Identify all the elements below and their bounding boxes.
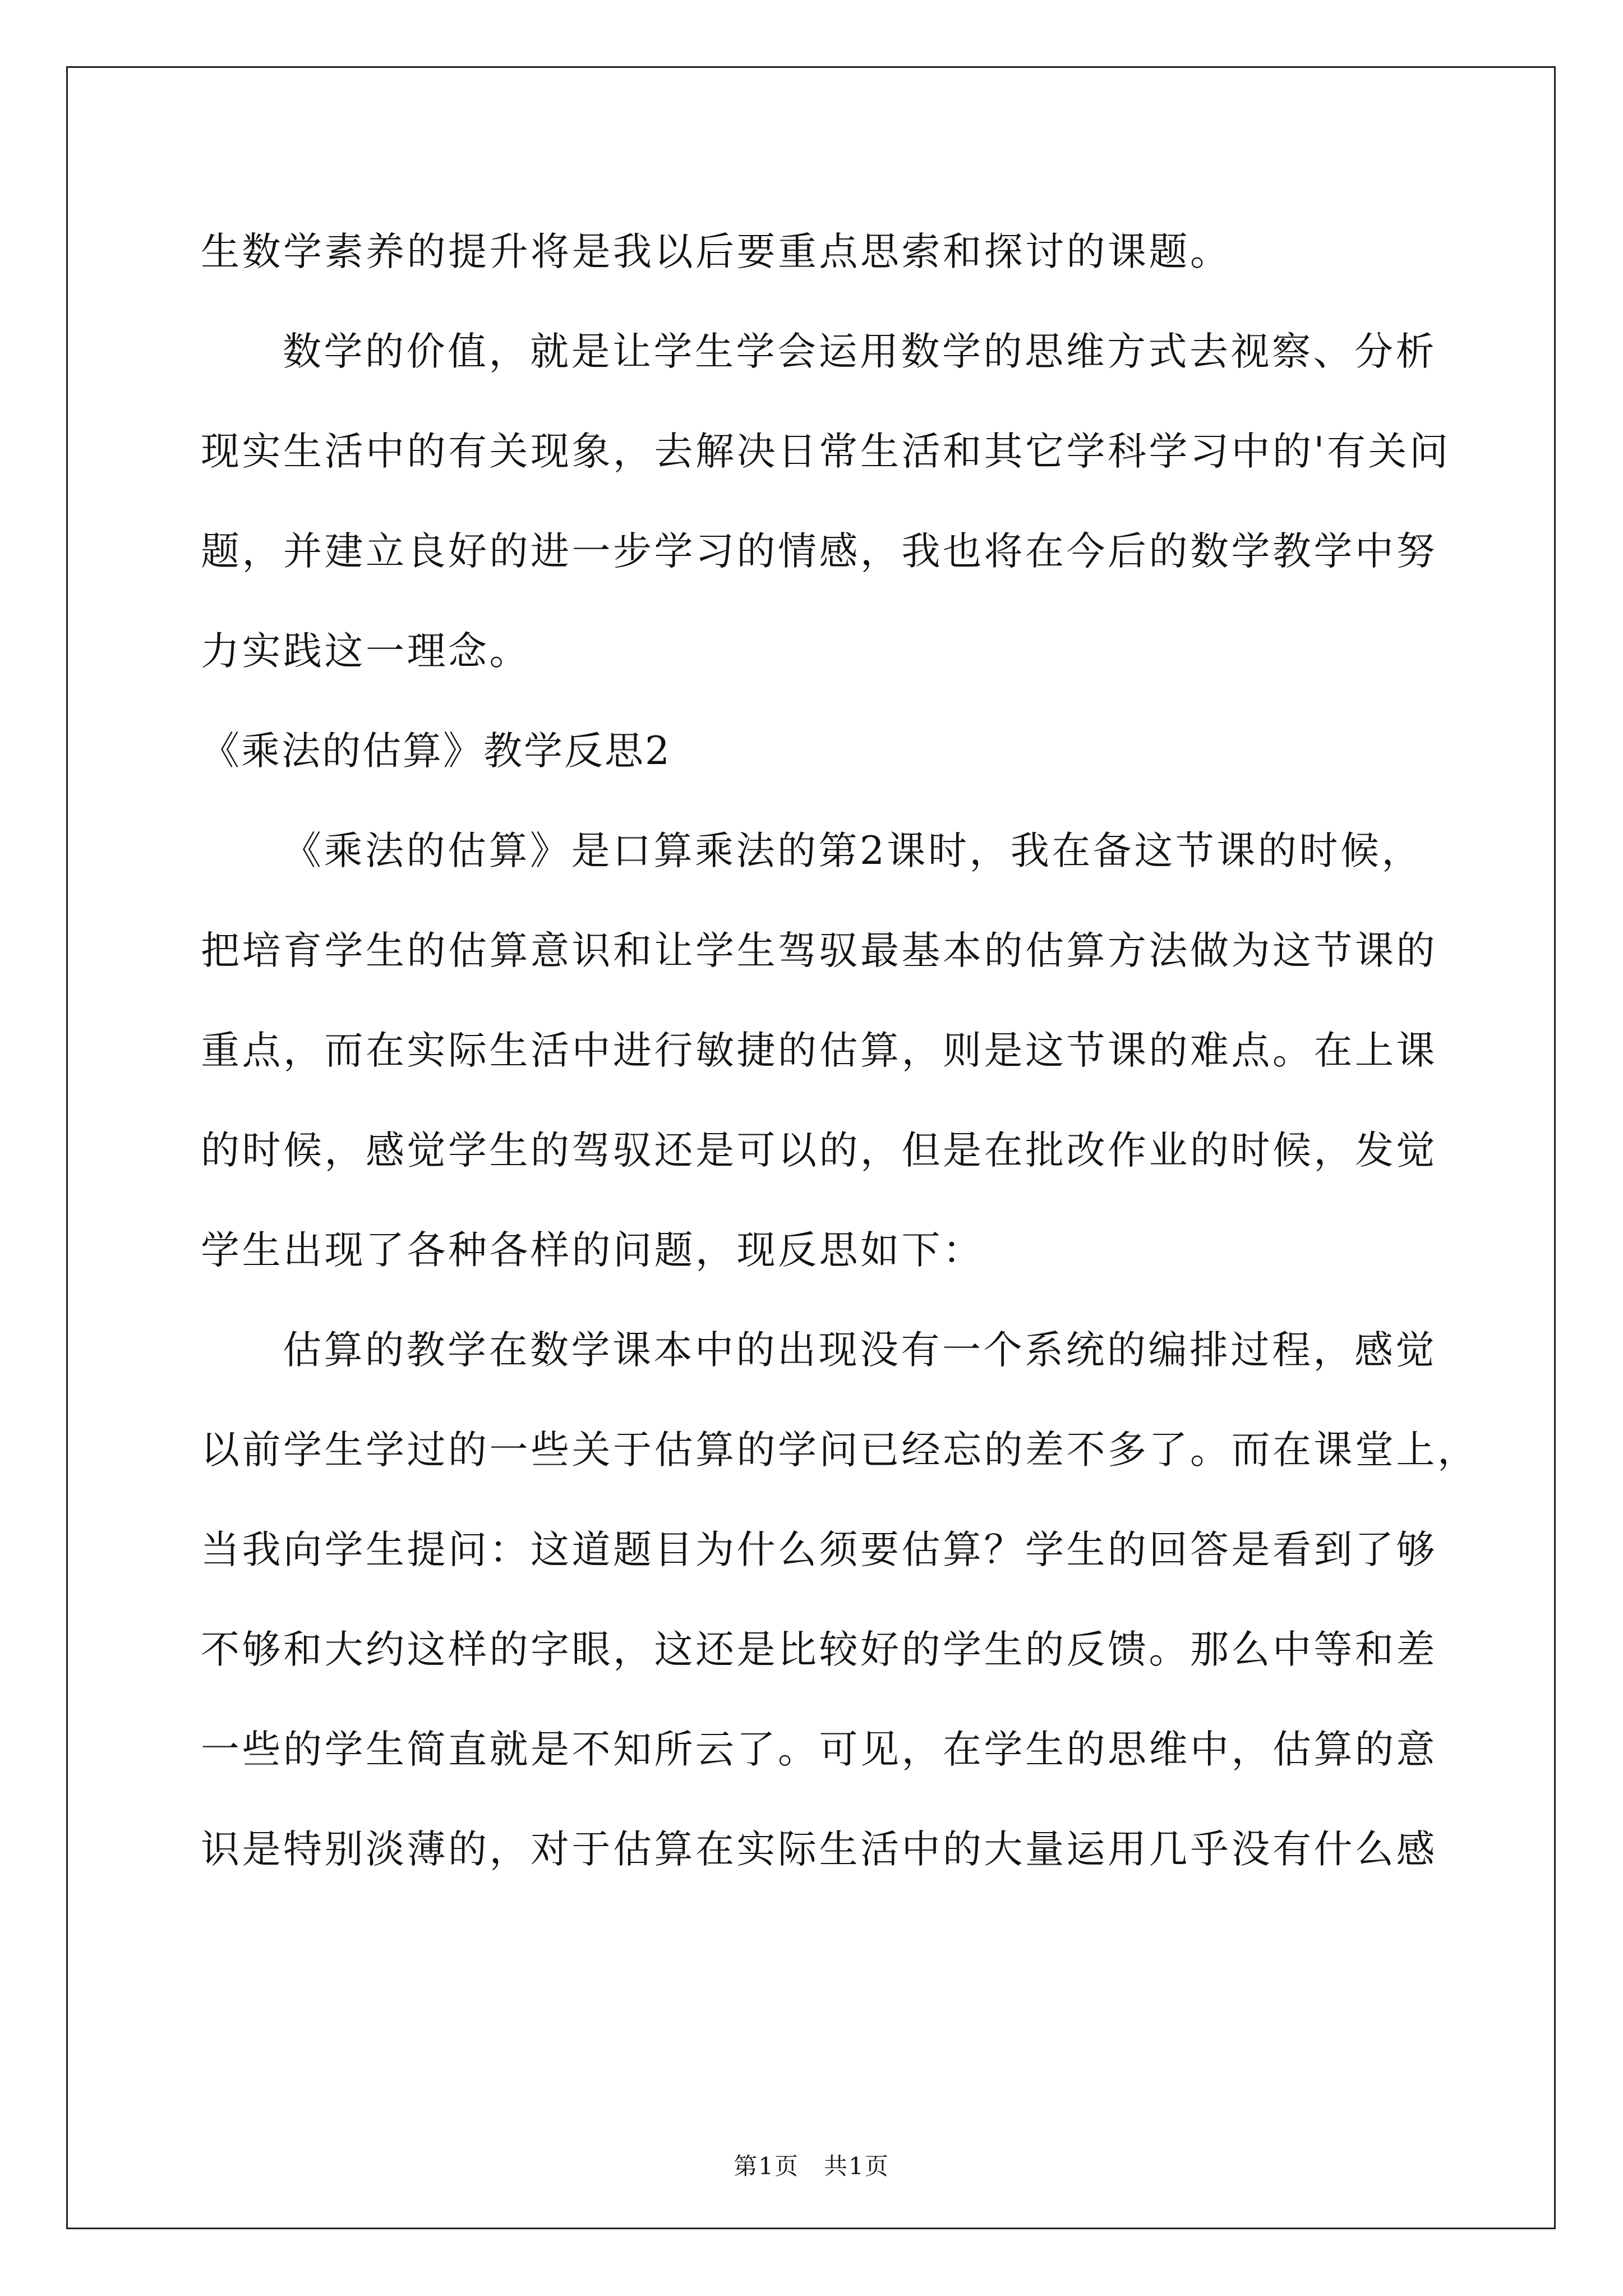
page-footer: 第1页 共1页	[734, 2152, 889, 2180]
text-line: 不够和大约这样的字眼，这还是比较好的学生的反馈。那么中等和差	[201, 1627, 1437, 1672]
text-line: 现实生活中的有关现象，去解决日常生活和其它学科学习中的'有关问	[201, 429, 1451, 474]
section-heading: 《乘法的估算》教学反思2	[201, 729, 671, 774]
document-body	[201, 202, 1479, 1899]
text-line: 生数学素养的提升将是我以后要重点思索和探讨的课题。	[201, 229, 1232, 274]
text-line: 力实践这一理念。	[201, 629, 531, 674]
text-line: 当我向学生提问：这道题目为什么须要估算？学生的回答是看到了够	[201, 1527, 1437, 1572]
text-line: 《乘法的估算》是口算乘法的第2课时，我在备这节课的时候，	[283, 829, 1423, 873]
text-line: 题，并建立良好的进一步学习的情感，我也将在今后的数学教学中努	[201, 529, 1437, 574]
text-line: 识是特别淡薄的，对于估算在实际生活中的大量运用几乎没有什么感	[201, 1827, 1437, 1872]
text-line: 学生出现了各种各样的问题，现反思如下：	[201, 1228, 984, 1273]
text-line: 的时候，感觉学生的驾驭还是可以的，但是在批改作业的时候，发觉	[201, 1128, 1437, 1173]
text-line: 数学的价值，就是让学生学会运用数学的思维方式去视察、分析	[283, 329, 1437, 374]
text-line: 估算的教学在数学课本中的出现没有一个系统的编排过程，感觉	[283, 1328, 1437, 1373]
text-line: 重点，而在实际生活中进行敏捷的估算，则是这节课的难点。在上课	[201, 1028, 1437, 1073]
text-line: 把培育学生的估算意识和让学生驾驭最基本的估算方法做为这节课的	[201, 928, 1437, 973]
text-line: 以前学生学过的一些关于估算的学问已经忘的差不多了。而在课堂上，	[201, 1428, 1479, 1473]
text-line: 一些的学生简直就是不知所云了。可见，在学生的思维中，估算的意	[201, 1727, 1437, 1772]
